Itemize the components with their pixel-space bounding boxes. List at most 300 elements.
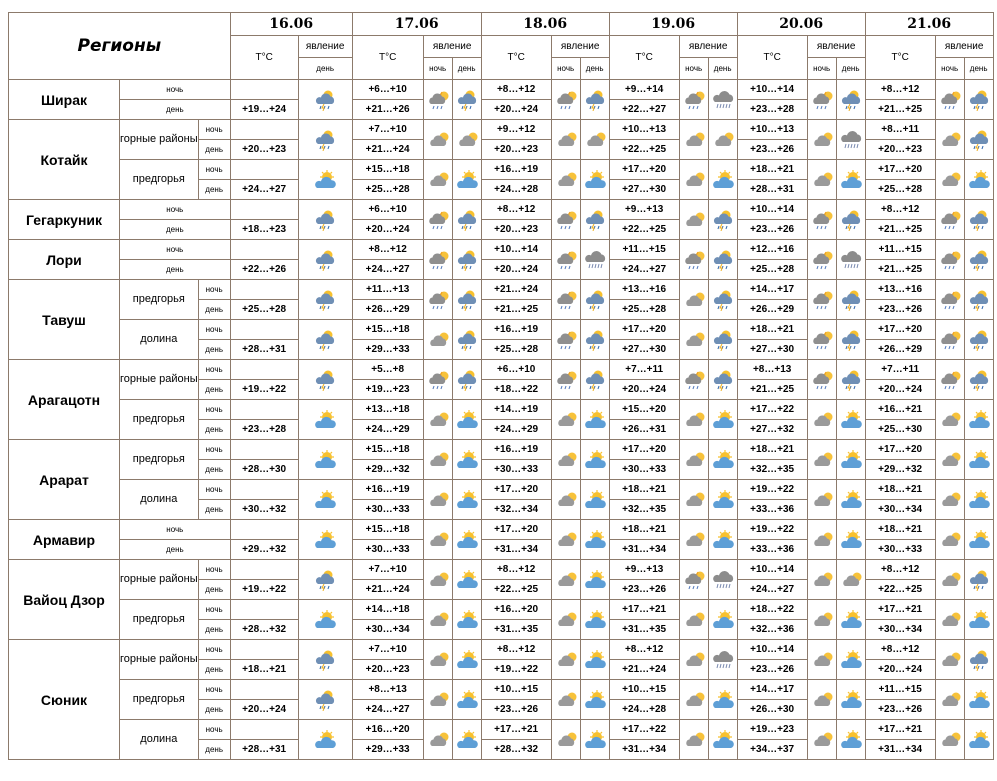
temperature-cell: +25…+28 — [609, 300, 679, 320]
temperature-cell — [230, 720, 298, 740]
table-row — [9, 600, 994, 620]
temperature-cell: +17…+20 — [609, 320, 679, 340]
area-name: долина — [120, 720, 199, 760]
temperature-cell: +18…+21 — [230, 660, 298, 680]
day-phenomenon-cell — [964, 520, 993, 560]
cloud-sun-icon — [683, 689, 705, 711]
night-phenomenon-cell — [935, 480, 964, 520]
sun-cloud-icon — [968, 409, 990, 431]
temperature-cell: +28…+31 — [230, 740, 298, 760]
day-phenomenon-cell — [964, 320, 993, 360]
temperature-cell: +27…+30 — [609, 180, 679, 200]
day-phenomenon-cell — [452, 280, 481, 320]
temperature-cell: +17…+21 — [609, 600, 679, 620]
sun-cloud-rain-icon — [712, 329, 734, 351]
temperature-cell: +18…+21 — [865, 520, 935, 540]
sun-cloud-icon — [456, 729, 478, 751]
day-phenomenon-cell — [452, 560, 481, 600]
cloud-sun-icon — [939, 569, 961, 591]
phenomenon-cell — [298, 200, 352, 240]
cloud-sun-icon — [683, 329, 705, 351]
night-phenomenon-cell — [551, 120, 580, 160]
sun-cloud-icon — [584, 529, 606, 551]
temperature-cell: +29…+33 — [352, 740, 423, 760]
day-phenomenon-cell — [708, 320, 737, 360]
sun-cloud-rain-icon — [968, 89, 990, 111]
temperature-cell: +23…+26 — [481, 700, 551, 720]
night-phenomenon-cell — [935, 200, 964, 240]
temperature-cell: +31…+34 — [481, 540, 551, 560]
day-phenomenon-cell — [964, 80, 993, 120]
day-phenomenon-cell — [708, 80, 737, 120]
temperature-cell: +19…+22 — [737, 480, 807, 500]
sun-cloud-icon — [584, 729, 606, 751]
temperature-cell: +29…+32 — [865, 460, 935, 480]
sun-cloud-rain-icon — [456, 369, 478, 391]
temperature-cell: +28…+31 — [230, 340, 298, 360]
night-phenomenon-cell — [679, 120, 708, 160]
night-phenomenon-cell — [935, 440, 964, 480]
temperature-cell: +23…+26 — [609, 580, 679, 600]
temperature-cell: +32…+36 — [737, 620, 807, 640]
day-phenomenon-cell — [836, 160, 865, 200]
cloud-sun-icon — [427, 529, 449, 551]
time-of-day-label: день — [198, 140, 230, 160]
regions-header: Регионы — [9, 13, 231, 80]
night-subheader: ночь — [551, 58, 580, 80]
day-phenomenon-cell — [452, 720, 481, 760]
temperature-cell: +16…+19 — [481, 320, 551, 340]
phenomenon-cell — [298, 600, 352, 640]
sun-cloud-rain-icon — [314, 129, 336, 151]
temperature-cell: +15…+18 — [352, 320, 423, 340]
temperature-cell: +26…+29 — [865, 340, 935, 360]
temperature-cell: +25…+28 — [865, 180, 935, 200]
temperature-cell: +30…+32 — [230, 500, 298, 520]
night-phenomenon-cell — [679, 720, 708, 760]
temperature-cell: +23…+26 — [737, 140, 807, 160]
temperature-cell: +20…+23 — [865, 140, 935, 160]
sun-cloud-icon — [314, 169, 336, 191]
temperature-cell: +20…+24 — [352, 220, 423, 240]
day-phenomenon-cell — [836, 640, 865, 680]
night-phenomenon-cell — [935, 680, 964, 720]
table-row — [9, 360, 994, 380]
phenomenon-header: явление — [423, 36, 481, 58]
temperature-cell: +17…+20 — [481, 480, 551, 500]
temperature-cell: +19…+22 — [737, 520, 807, 540]
temperature-cell: +26…+29 — [737, 300, 807, 320]
temperature-cell: +21…+24 — [352, 580, 423, 600]
sun-cloud-rain-icon — [456, 209, 478, 231]
phenomenon-cell — [298, 440, 352, 480]
temperature-cell: +6…+10 — [352, 80, 423, 100]
temperature-cell: +15…+18 — [352, 160, 423, 180]
sun-cloud-icon — [584, 689, 606, 711]
cloud-sun-rain-icon — [811, 289, 833, 311]
day-phenomenon-cell — [964, 720, 993, 760]
temperature-cell: +30…+34 — [865, 500, 935, 520]
night-phenomenon-cell — [423, 560, 452, 600]
sun-cloud-icon — [712, 609, 734, 631]
temperature-cell: +20…+24 — [865, 380, 935, 400]
cloud-sun-rain-icon — [427, 89, 449, 111]
cloud-sun-icon — [840, 569, 862, 591]
date-header: 16.06 — [230, 13, 352, 36]
sun-cloud-icon — [712, 529, 734, 551]
temperature-cell: +17…+22 — [609, 720, 679, 740]
sun-cloud-rain-icon — [840, 329, 862, 351]
area-name: долина — [120, 480, 199, 520]
cloud-sun-rain-icon — [555, 289, 577, 311]
temperature-cell: +21…+25 — [481, 300, 551, 320]
day-phenomenon-cell — [708, 600, 737, 640]
temperature-cell: +21…+24 — [481, 280, 551, 300]
temperature-cell: +18…+21 — [865, 480, 935, 500]
time-of-day-label: день — [198, 620, 230, 640]
temperature-cell: +24…+28 — [609, 700, 679, 720]
date-header: 18.06 — [481, 13, 609, 36]
night-phenomenon-cell — [423, 680, 452, 720]
sun-cloud-icon — [968, 449, 990, 471]
cloud-sun-rain-icon — [939, 289, 961, 311]
temperature-cell: +10…+14 — [737, 80, 807, 100]
day-phenomenon-cell — [836, 120, 865, 160]
cloud-sun-icon — [811, 569, 833, 591]
area-name: предгорья — [120, 160, 199, 200]
cloud-sun-rain-icon — [683, 569, 705, 591]
cloud-sun-icon — [555, 169, 577, 191]
time-of-day-label: ночь — [198, 440, 230, 460]
temperature-cell: +16…+19 — [481, 440, 551, 460]
temperature-cell — [230, 280, 298, 300]
night-phenomenon-cell — [807, 720, 836, 760]
temperature-cell — [230, 560, 298, 580]
night-phenomenon-cell — [423, 280, 452, 320]
temperature-cell: +23…+26 — [737, 660, 807, 680]
day-phenomenon-cell — [452, 400, 481, 440]
night-phenomenon-cell — [807, 400, 836, 440]
cloud-sun-rain-icon — [939, 329, 961, 351]
temperature-cell: +23…+26 — [865, 300, 935, 320]
sun-cloud-rain-icon — [456, 249, 478, 271]
cloud-sun-rain-icon — [811, 369, 833, 391]
phenomenon-header: явление — [679, 36, 737, 58]
day-phenomenon-cell — [708, 280, 737, 320]
night-phenomenon-cell — [679, 600, 708, 640]
temperature-cell: +21…+25 — [865, 260, 935, 280]
temperature-cell: +22…+25 — [865, 580, 935, 600]
temperature-cell: +25…+28 — [481, 340, 551, 360]
temperature-cell: +25…+30 — [865, 420, 935, 440]
night-phenomenon-cell — [935, 640, 964, 680]
night-phenomenon-cell — [935, 240, 964, 280]
day-phenomenon-cell — [580, 360, 609, 400]
temperature-cell: +8…+12 — [865, 80, 935, 100]
temperature-cell: +15…+18 — [352, 440, 423, 460]
time-of-day-label: ночь — [198, 640, 230, 660]
sun-cloud-icon — [840, 169, 862, 191]
day-phenomenon-cell — [836, 200, 865, 240]
region-name: Гегаркуник — [9, 200, 120, 240]
night-phenomenon-cell — [423, 80, 452, 120]
cloud-sun-icon — [427, 129, 449, 151]
day-phenomenon-cell — [964, 360, 993, 400]
night-phenomenon-cell — [679, 160, 708, 200]
sun-cloud-icon — [584, 169, 606, 191]
phenomenon-cell — [298, 480, 352, 520]
temperature-cell: +8…+11 — [865, 120, 935, 140]
day-phenomenon-cell — [836, 400, 865, 440]
night-phenomenon-cell — [551, 600, 580, 640]
temperature-cell: +16…+19 — [352, 480, 423, 500]
sun-cloud-rain-icon — [584, 209, 606, 231]
temperature-cell: +8…+13 — [737, 360, 807, 380]
night-phenomenon-cell — [807, 200, 836, 240]
temperature-cell — [230, 520, 298, 540]
temperature-cell: +24…+29 — [352, 420, 423, 440]
sun-cloud-rain-icon — [314, 209, 336, 231]
sun-cloud-icon — [712, 409, 734, 431]
temperature-cell: +10…+14 — [481, 240, 551, 260]
sun-cloud-icon — [968, 729, 990, 751]
table-row — [9, 320, 994, 340]
sun-cloud-icon — [456, 169, 478, 191]
temperature-cell: +9…+13 — [609, 560, 679, 580]
temperature-cell — [230, 120, 298, 140]
cloud-sun-icon — [427, 329, 449, 351]
table-row — [9, 240, 994, 260]
cloud-sun-icon — [939, 649, 961, 671]
temperature-cell: +24…+29 — [481, 420, 551, 440]
cloud-sun-rain-icon — [939, 209, 961, 231]
sun-cloud-icon — [584, 449, 606, 471]
night-subheader: ночь — [935, 58, 964, 80]
sun-cloud-rain-icon — [840, 369, 862, 391]
cloud-sun-icon — [555, 729, 577, 751]
phenomenon-cell — [298, 320, 352, 360]
sun-cloud-icon — [840, 729, 862, 751]
sun-cloud-rain-icon — [314, 89, 336, 111]
sun-cloud-rain-icon — [968, 369, 990, 391]
temperature-cell: +22…+25 — [481, 580, 551, 600]
day-phenomenon-cell — [708, 200, 737, 240]
phenomenon-cell — [298, 160, 352, 200]
night-phenomenon-cell — [423, 640, 452, 680]
temperature-cell: +20…+24 — [230, 700, 298, 720]
phenomenon-cell — [298, 720, 352, 760]
temperature-cell: +8…+12 — [481, 560, 551, 580]
area-name: предгорья — [120, 600, 199, 640]
cloud-sun-rain-icon — [811, 249, 833, 271]
cloud-sun-rain-icon — [683, 369, 705, 391]
temp-header: T°C — [865, 36, 935, 80]
cloud-sun-icon — [811, 689, 833, 711]
temperature-cell: +8…+12 — [609, 640, 679, 660]
table-row — [9, 400, 994, 420]
time-of-day-label: ночь — [198, 720, 230, 740]
cloud-sun-icon — [555, 449, 577, 471]
day-phenomenon-cell — [708, 720, 737, 760]
cloud-sun-icon — [811, 489, 833, 511]
temperature-cell: +18…+22 — [737, 600, 807, 620]
cloud-sun-rain-icon — [555, 209, 577, 231]
sun-cloud-rain-icon — [968, 649, 990, 671]
temperature-cell: +30…+33 — [865, 540, 935, 560]
temperature-cell: +18…+21 — [609, 520, 679, 540]
temperature-cell: +31…+35 — [609, 620, 679, 640]
temperature-cell: +30…+34 — [865, 620, 935, 640]
temperature-cell: +32…+34 — [481, 500, 551, 520]
day-phenomenon-cell — [452, 600, 481, 640]
day-phenomenon-cell — [580, 440, 609, 480]
temperature-cell: +17…+20 — [865, 320, 935, 340]
time-of-day-label: день — [120, 220, 231, 240]
night-phenomenon-cell — [679, 80, 708, 120]
sun-cloud-icon — [584, 569, 606, 591]
day-phenomenon-cell — [580, 560, 609, 600]
day-phenomenon-cell — [836, 520, 865, 560]
region-name: Арарат — [9, 440, 120, 520]
time-of-day-label: ночь — [198, 680, 230, 700]
day-phenomenon-cell — [452, 640, 481, 680]
day-phenomenon-cell — [708, 360, 737, 400]
region-name: Тавуш — [9, 280, 120, 360]
sun-cloud-rain-icon — [314, 369, 336, 391]
temperature-cell — [230, 80, 298, 100]
temperature-cell: +10…+14 — [737, 560, 807, 580]
time-of-day-label: ночь — [198, 400, 230, 420]
cloud-rain-icon — [712, 649, 734, 671]
temperature-cell: +29…+32 — [352, 460, 423, 480]
table-row — [9, 80, 994, 100]
table-row — [9, 520, 994, 540]
temperature-cell: +20…+23 — [481, 140, 551, 160]
night-subheader: ночь — [423, 58, 452, 80]
night-phenomenon-cell — [807, 680, 836, 720]
temperature-cell: +16…+19 — [481, 160, 551, 180]
sun-cloud-rain-icon — [314, 689, 336, 711]
temperature-cell: +17…+20 — [865, 440, 935, 460]
temperature-cell: +7…+11 — [865, 360, 935, 380]
sun-cloud-rain-icon — [314, 289, 336, 311]
temperature-cell: +17…+21 — [865, 600, 935, 620]
day-phenomenon-cell — [708, 440, 737, 480]
day-phenomenon-cell — [964, 640, 993, 680]
day-phenomenon-cell — [708, 520, 737, 560]
area-name: предгорья — [120, 280, 199, 320]
temperature-cell: +16…+20 — [481, 600, 551, 620]
temperature-cell: +20…+23 — [230, 140, 298, 160]
temperature-cell: +20…+23 — [352, 660, 423, 680]
table-row — [9, 680, 994, 700]
temperature-cell: +8…+12 — [865, 200, 935, 220]
temperature-cell: +22…+27 — [609, 100, 679, 120]
time-of-day-label: ночь — [198, 120, 230, 140]
temperature-cell: +32…+35 — [737, 460, 807, 480]
cloud-sun-icon — [811, 729, 833, 751]
night-phenomenon-cell — [807, 80, 836, 120]
cloud-sun-icon — [555, 689, 577, 711]
night-phenomenon-cell — [423, 520, 452, 560]
region-name: Лори — [9, 240, 120, 280]
day-phenomenon-cell — [708, 640, 737, 680]
table-row — [9, 120, 994, 140]
temperature-cell: +7…+10 — [352, 640, 423, 660]
night-phenomenon-cell — [551, 320, 580, 360]
day-phenomenon-cell — [708, 120, 737, 160]
cloud-sun-icon — [555, 609, 577, 631]
sun-cloud-rain-icon — [456, 329, 478, 351]
night-phenomenon-cell — [551, 680, 580, 720]
temperature-cell: +14…+17 — [737, 280, 807, 300]
time-of-day-label: день — [198, 420, 230, 440]
temperature-cell: +17…+22 — [737, 400, 807, 420]
temperature-cell: +25…+28 — [737, 260, 807, 280]
temperature-cell: +7…+11 — [609, 360, 679, 380]
temperature-cell: +19…+22 — [230, 380, 298, 400]
day-phenomenon-cell — [452, 480, 481, 520]
cloud-sun-rain-icon — [939, 249, 961, 271]
temperature-cell: +15…+20 — [609, 400, 679, 420]
cloud-sun-rain-icon — [427, 289, 449, 311]
night-phenomenon-cell — [807, 240, 836, 280]
temperature-cell: +9…+13 — [609, 200, 679, 220]
time-of-day-label: день — [198, 500, 230, 520]
temperature-cell: +24…+27 — [609, 260, 679, 280]
time-of-day-label: ночь — [198, 160, 230, 180]
cloud-sun-icon — [427, 489, 449, 511]
temperature-cell: +13…+16 — [865, 280, 935, 300]
area-name: предгорья — [120, 400, 199, 440]
cloud-sun-icon — [427, 609, 449, 631]
night-phenomenon-cell — [679, 320, 708, 360]
temperature-cell — [230, 680, 298, 700]
cloud-sun-icon — [939, 689, 961, 711]
sun-cloud-rain-icon — [314, 249, 336, 271]
temperature-cell: +24…+28 — [481, 180, 551, 200]
temperature-cell: +10…+13 — [737, 120, 807, 140]
sun-cloud-rain-icon — [968, 209, 990, 231]
night-phenomenon-cell — [423, 360, 452, 400]
cloud-sun-icon — [811, 129, 833, 151]
temperature-cell: +24…+27 — [352, 700, 423, 720]
temperature-cell: +8…+12 — [481, 80, 551, 100]
cloud-sun-icon — [683, 409, 705, 431]
cloud-sun-icon — [939, 609, 961, 631]
cloud-sun-icon — [712, 129, 734, 151]
temperature-cell: +11…+13 — [352, 280, 423, 300]
cloud-rain-icon — [840, 249, 862, 271]
sun-cloud-icon — [584, 409, 606, 431]
sun-cloud-rain-icon — [584, 369, 606, 391]
night-phenomenon-cell — [935, 720, 964, 760]
day-phenomenon-cell — [836, 560, 865, 600]
temperature-cell: +17…+20 — [481, 520, 551, 540]
temperature-cell: +7…+10 — [352, 560, 423, 580]
temp-header: T°C — [230, 36, 298, 80]
sun-cloud-icon — [314, 729, 336, 751]
temperature-cell: +30…+33 — [352, 540, 423, 560]
night-phenomenon-cell — [807, 360, 836, 400]
night-phenomenon-cell — [679, 280, 708, 320]
temperature-cell: +28…+32 — [481, 740, 551, 760]
sun-cloud-icon — [314, 489, 336, 511]
phenomenon-cell — [298, 240, 352, 280]
temperature-cell — [230, 160, 298, 180]
temperature-cell: +10…+15 — [481, 680, 551, 700]
day-phenomenon-cell — [580, 400, 609, 440]
